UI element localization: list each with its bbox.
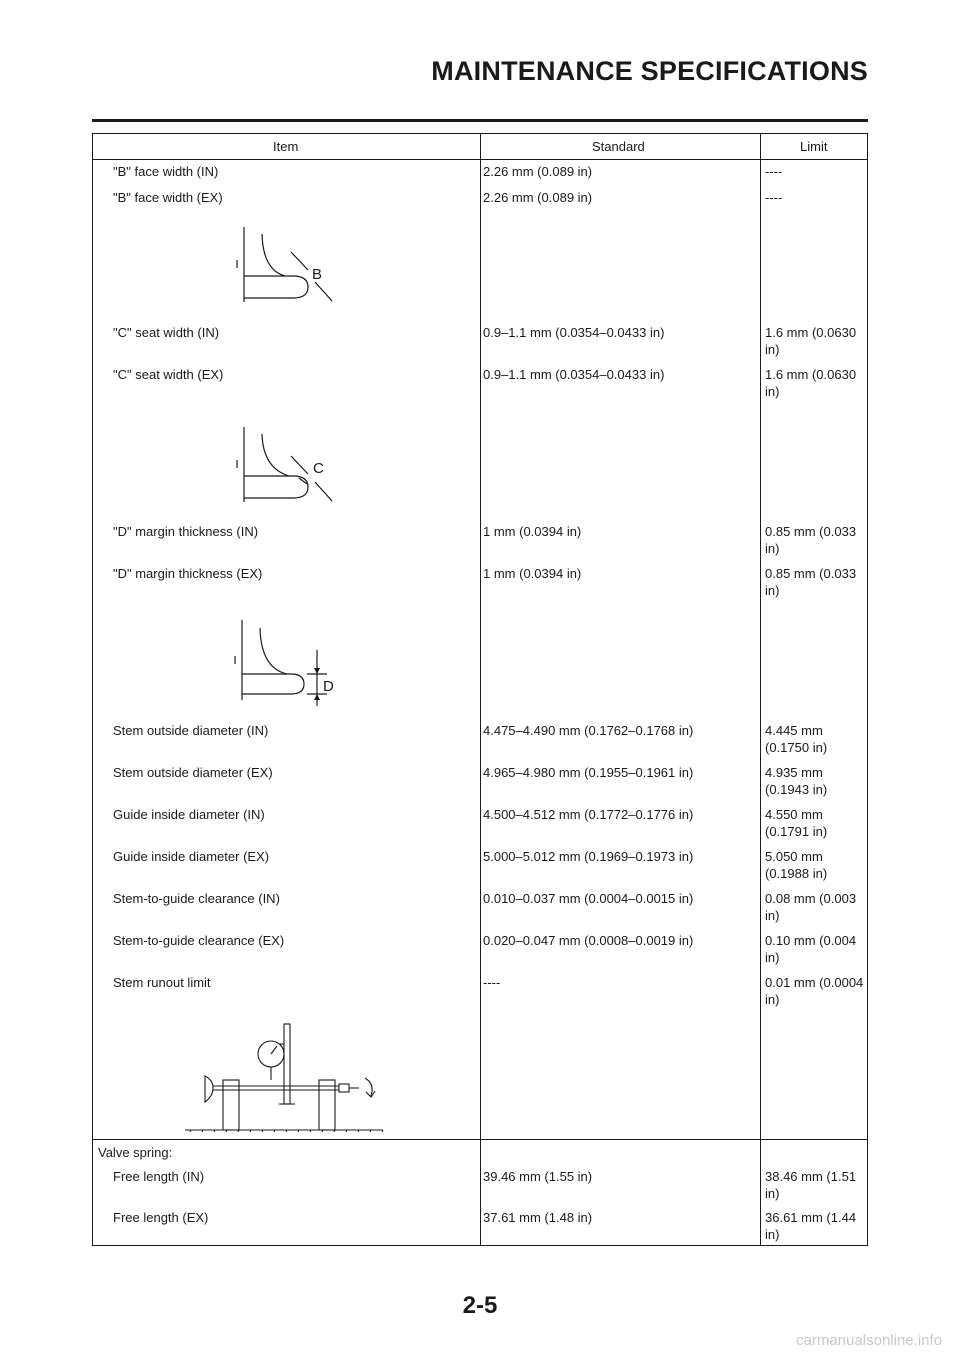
row-standard: 0.010–0.037 mm (0.0004–0.0015 in) xyxy=(483,891,694,906)
row-standard: 0.9–1.1 mm (0.0354–0.0433 in) xyxy=(483,325,665,340)
row-limit: 0.10 mm (0.004 in) xyxy=(765,933,857,965)
row-standard: 4.475–4.490 mm (0.1762–0.1768 in) xyxy=(483,723,694,738)
row-item: Guide inside diameter (EX) xyxy=(113,849,270,864)
row-limit: 4.445 mm (0.1750 in) xyxy=(765,723,828,755)
row-limit: 1.6 mm (0.0630 in) xyxy=(765,367,857,399)
row-item: Stem-to-guide clearance (IN) xyxy=(113,891,280,906)
row-item: "C" seat width (EX) xyxy=(113,367,224,382)
row-item: Stem outside diameter (EX) xyxy=(113,765,273,780)
row-standard: 5.000–5.012 mm (0.1969–0.1973 in) xyxy=(483,849,694,864)
row-standard: 1 mm (0.0394 in) xyxy=(483,566,582,581)
row-standard: 1 mm (0.0394 in) xyxy=(483,524,582,539)
row-item: Free length (IN) xyxy=(113,1169,205,1184)
section-label: Valve spring: xyxy=(98,1145,173,1160)
diagram-label-c: C xyxy=(313,460,324,477)
row-standard: 0.9–1.1 mm (0.0354–0.0433 in) xyxy=(483,367,665,382)
row-item: Guide inside diameter (IN) xyxy=(113,807,265,822)
row-standard: 4.965–4.980 mm (0.1955–0.1961 in) xyxy=(483,765,694,780)
column-divider xyxy=(760,134,761,1245)
page-number: 2-5 xyxy=(462,1292,498,1319)
row-limit: 36.61 mm (1.44 in) xyxy=(765,1210,857,1242)
row-item: Stem runout limit xyxy=(113,975,211,990)
diagram-label-b: B xyxy=(312,266,323,283)
column-divider xyxy=(480,134,481,1245)
row-limit: 0.85 mm (0.033 in) xyxy=(765,524,857,556)
face-width-diagram xyxy=(233,222,343,312)
row-item: Stem outside diameter (IN) xyxy=(113,723,269,738)
row-limit: 0.85 mm (0.033 in) xyxy=(765,566,857,598)
row-standard: 0.020–0.047 mm (0.0008–0.0019 in) xyxy=(483,933,694,948)
row-item: "C" seat width (IN) xyxy=(113,325,220,340)
page-title: MAINTENANCE SPECIFICATIONS xyxy=(431,56,868,86)
row-item: "D" margin thickness (EX) xyxy=(113,566,263,581)
row-item: Free length (EX) xyxy=(113,1210,209,1225)
watermark: carmanualsonline.info xyxy=(796,1332,942,1349)
row-item: "B" face width (IN) xyxy=(113,164,219,179)
row-limit: 5.050 mm (0.1988 in) xyxy=(765,849,828,881)
row-limit: ---- xyxy=(765,190,783,205)
row-standard: 4.500–4.512 mm (0.1772–0.1776 in) xyxy=(483,807,694,822)
row-item: "B" face width (EX) xyxy=(113,190,223,205)
row-limit: 4.935 mm (0.1943 in) xyxy=(765,765,828,797)
row-limit: 38.46 mm (1.51 in) xyxy=(765,1169,857,1201)
row-limit: 0.08 mm (0.003 in) xyxy=(765,891,857,923)
column-header-item: Item xyxy=(273,139,299,154)
margin-thickness-diagram xyxy=(231,618,343,710)
runout-measurement-diagram xyxy=(183,1022,398,1132)
column-header-standard: Standard xyxy=(592,139,645,154)
diagram-label-d: D xyxy=(323,678,334,695)
row-limit: 4.550 mm (0.1791 in) xyxy=(765,807,828,839)
row-standard: 2.26 mm (0.089 in) xyxy=(483,164,593,179)
column-header-limit: Limit xyxy=(800,139,828,154)
row-limit: 1.6 mm (0.0630 in) xyxy=(765,325,857,357)
section-divider xyxy=(93,1139,867,1140)
row-item: Stem-to-guide clearance (EX) xyxy=(113,933,285,948)
header-divider xyxy=(93,159,867,160)
row-limit: 0.01 mm (0.0004 in) xyxy=(765,975,864,1007)
row-item: "D" margin thickness (IN) xyxy=(113,524,259,539)
row-standard: 37.61 mm (1.48 in) xyxy=(483,1210,593,1225)
spec-table xyxy=(92,133,868,1246)
row-standard: ---- xyxy=(483,975,501,990)
row-limit: ---- xyxy=(765,164,783,179)
title-rule xyxy=(92,119,868,122)
row-standard: 39.46 mm (1.55 in) xyxy=(483,1169,593,1184)
row-standard: 2.26 mm (0.089 in) xyxy=(483,190,593,205)
seat-width-diagram xyxy=(233,422,343,512)
